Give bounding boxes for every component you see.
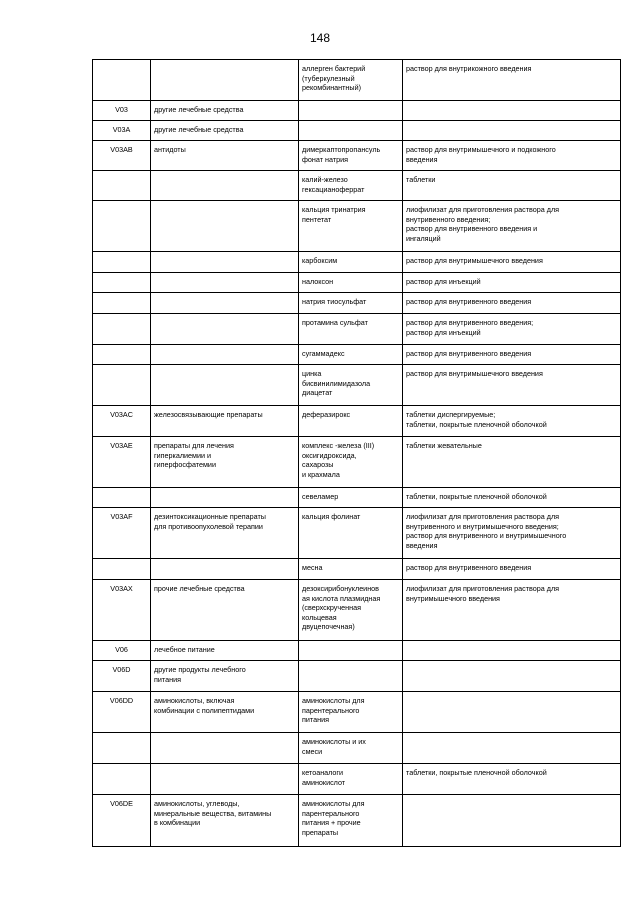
code-cell: V03AE <box>93 437 151 488</box>
form-cell: раствор для внутривенного введения <box>403 345 621 365</box>
form-cell: раствор для внутримышечного и подкожного введения <box>403 141 621 171</box>
form-cell: лиофилизат для приготовления раствора для внутривенного введения; раствор для внутривенного введения и ингаляций <box>403 201 621 252</box>
table-row <box>93 314 621 345</box>
form-cell <box>403 692 621 733</box>
drug-cell: протамина сульфат <box>299 314 403 345</box>
table-row <box>93 437 621 488</box>
drug-cell: димеркаптопропансуль фонат натрия <box>299 141 403 171</box>
form-cell <box>403 101 621 121</box>
table-row <box>93 661 621 692</box>
drug-cell: цинка бисвинилимидазола диацетат <box>299 365 403 406</box>
code-cell: V03AX <box>93 580 151 641</box>
table-row <box>93 171 621 201</box>
table-row <box>93 406 621 437</box>
group-cell <box>151 559 299 580</box>
table-row <box>93 101 621 121</box>
table-row <box>93 559 621 580</box>
drug-cell: аминокислоты и их смеси <box>299 733 403 764</box>
form-cell: лиофилизат для приготовления раствора для внутривенного и внутримышечного введения; раствор для внутривенного и внутримышечного введения <box>403 508 621 559</box>
drug-cell: сугаммадекс <box>299 345 403 365</box>
drug-cell: комплекс -железа (III) оксигидроксида, сахарозы и крахмала <box>299 437 403 488</box>
group-cell: аминокислоты, включая комбинации с полипептидами <box>151 692 299 733</box>
form-cell <box>403 121 621 141</box>
form-cell <box>403 641 621 661</box>
form-cell: раствор для внутривенного введения; раствор для инъекций <box>403 314 621 345</box>
table-row <box>93 141 621 171</box>
table-row <box>93 508 621 559</box>
table-row <box>93 733 621 764</box>
code-cell <box>93 273 151 293</box>
form-cell <box>403 661 621 692</box>
drug-cell: аллерген бактерий (туберкулезный рекомбинантный) <box>299 60 403 101</box>
form-cell: раствор для внутримышечного введения <box>403 252 621 273</box>
table-row <box>93 273 621 293</box>
drug-cell: деферазирокс <box>299 406 403 437</box>
code-cell <box>93 345 151 365</box>
form-cell: таблетки, покрытые пленочной оболочкой <box>403 764 621 795</box>
group-cell: антидоты <box>151 141 299 171</box>
drug-cell: месна <box>299 559 403 580</box>
drug-cell <box>299 101 403 121</box>
table-row <box>93 201 621 252</box>
code-cell: V03AF <box>93 508 151 559</box>
group-cell: аминокислоты, углеводы, минеральные вещества, витамины в комбинации <box>151 795 299 847</box>
code-cell: V03A <box>93 121 151 141</box>
table-row <box>93 60 621 101</box>
table-row <box>93 345 621 365</box>
form-cell: раствор для инъекций <box>403 273 621 293</box>
drug-cell: калий-железо гексацианоферрат <box>299 171 403 201</box>
form-cell: раствор для внутривенного введения <box>403 559 621 580</box>
group-cell <box>151 764 299 795</box>
group-cell: препараты для лечения гиперкалиемии и гиперфосфатемии <box>151 437 299 488</box>
drug-cell: кетоаналоги аминокислот <box>299 764 403 795</box>
code-cell: V06DE <box>93 795 151 847</box>
code-cell <box>93 314 151 345</box>
form-cell: раствор для внутримышечного введения <box>403 365 621 406</box>
group-cell <box>151 60 299 101</box>
code-cell <box>93 293 151 314</box>
table-row <box>93 252 621 273</box>
code-cell: V03 <box>93 101 151 121</box>
page-number: 148 <box>309 31 331 45</box>
drug-cell <box>299 641 403 661</box>
group-cell <box>151 488 299 508</box>
form-cell: таблетки <box>403 171 621 201</box>
form-cell: раствор для внутрикожного введения <box>403 60 621 101</box>
drug-table <box>92 59 621 847</box>
table-row <box>93 580 621 641</box>
group-cell <box>151 252 299 273</box>
form-cell: таблетки жевательные <box>403 437 621 488</box>
drug-cell: севеламер <box>299 488 403 508</box>
group-cell <box>151 733 299 764</box>
drug-cell: аминокислоты для парентерального питания <box>299 692 403 733</box>
group-cell <box>151 201 299 252</box>
group-cell: лечебное питание <box>151 641 299 661</box>
drug-cell: дезоксирибонуклеинов ая кислота плазмидная (сверхскрученная кольцевая двуцепочечная) <box>299 580 403 641</box>
drug-cell: аминокислоты для парентерального питания + прочие препараты <box>299 795 403 847</box>
table-row <box>93 365 621 406</box>
group-cell: железосвязывающие препараты <box>151 406 299 437</box>
code-cell <box>93 365 151 406</box>
form-cell: таблетки, покрытые пленочной оболочкой <box>403 488 621 508</box>
drug-cell <box>299 661 403 692</box>
code-cell <box>93 60 151 101</box>
code-cell <box>93 488 151 508</box>
table-row <box>93 795 621 847</box>
form-cell: таблетки диспергируемые; таблетки, покрытые пленочной оболочкой <box>403 406 621 437</box>
code-cell: V06D <box>93 661 151 692</box>
group-cell <box>151 365 299 406</box>
drug-cell: кальция тринатрия пентетат <box>299 201 403 252</box>
group-cell: другие продукты лечебного питания <box>151 661 299 692</box>
form-cell: раствор для внутривенного введения <box>403 293 621 314</box>
code-cell <box>93 171 151 201</box>
code-cell: V06DD <box>93 692 151 733</box>
code-cell: V06 <box>93 641 151 661</box>
code-cell <box>93 764 151 795</box>
group-cell: другие лечебные средства <box>151 101 299 121</box>
table-row <box>93 764 621 795</box>
group-cell <box>151 314 299 345</box>
drug-cell: кальция фолинат <box>299 508 403 559</box>
group-cell <box>151 293 299 314</box>
drug-table-body <box>93 60 621 847</box>
code-cell: V03AC <box>93 406 151 437</box>
table-row <box>93 692 621 733</box>
drug-cell: карбоксим <box>299 252 403 273</box>
drug-cell: натрия тиосульфат <box>299 293 403 314</box>
drug-cell <box>299 121 403 141</box>
table-row <box>93 641 621 661</box>
group-cell <box>151 171 299 201</box>
code-cell <box>93 559 151 580</box>
form-cell: лиофилизат для приготовления раствора для внутримышечного введения <box>403 580 621 641</box>
group-cell: другие лечебные средства <box>151 121 299 141</box>
group-cell: прочие лечебные средства <box>151 580 299 641</box>
group-cell <box>151 345 299 365</box>
code-cell <box>93 733 151 764</box>
code-cell: V03AB <box>93 141 151 171</box>
group-cell <box>151 273 299 293</box>
code-cell <box>93 252 151 273</box>
form-cell <box>403 733 621 764</box>
code-cell <box>93 201 151 252</box>
table-row <box>93 488 621 508</box>
group-cell: дезинтоксикационные препараты для противоопухолевой терапии <box>151 508 299 559</box>
table-row <box>93 121 621 141</box>
form-cell <box>403 795 621 847</box>
drug-cell: налоксон <box>299 273 403 293</box>
table-row <box>93 293 621 314</box>
